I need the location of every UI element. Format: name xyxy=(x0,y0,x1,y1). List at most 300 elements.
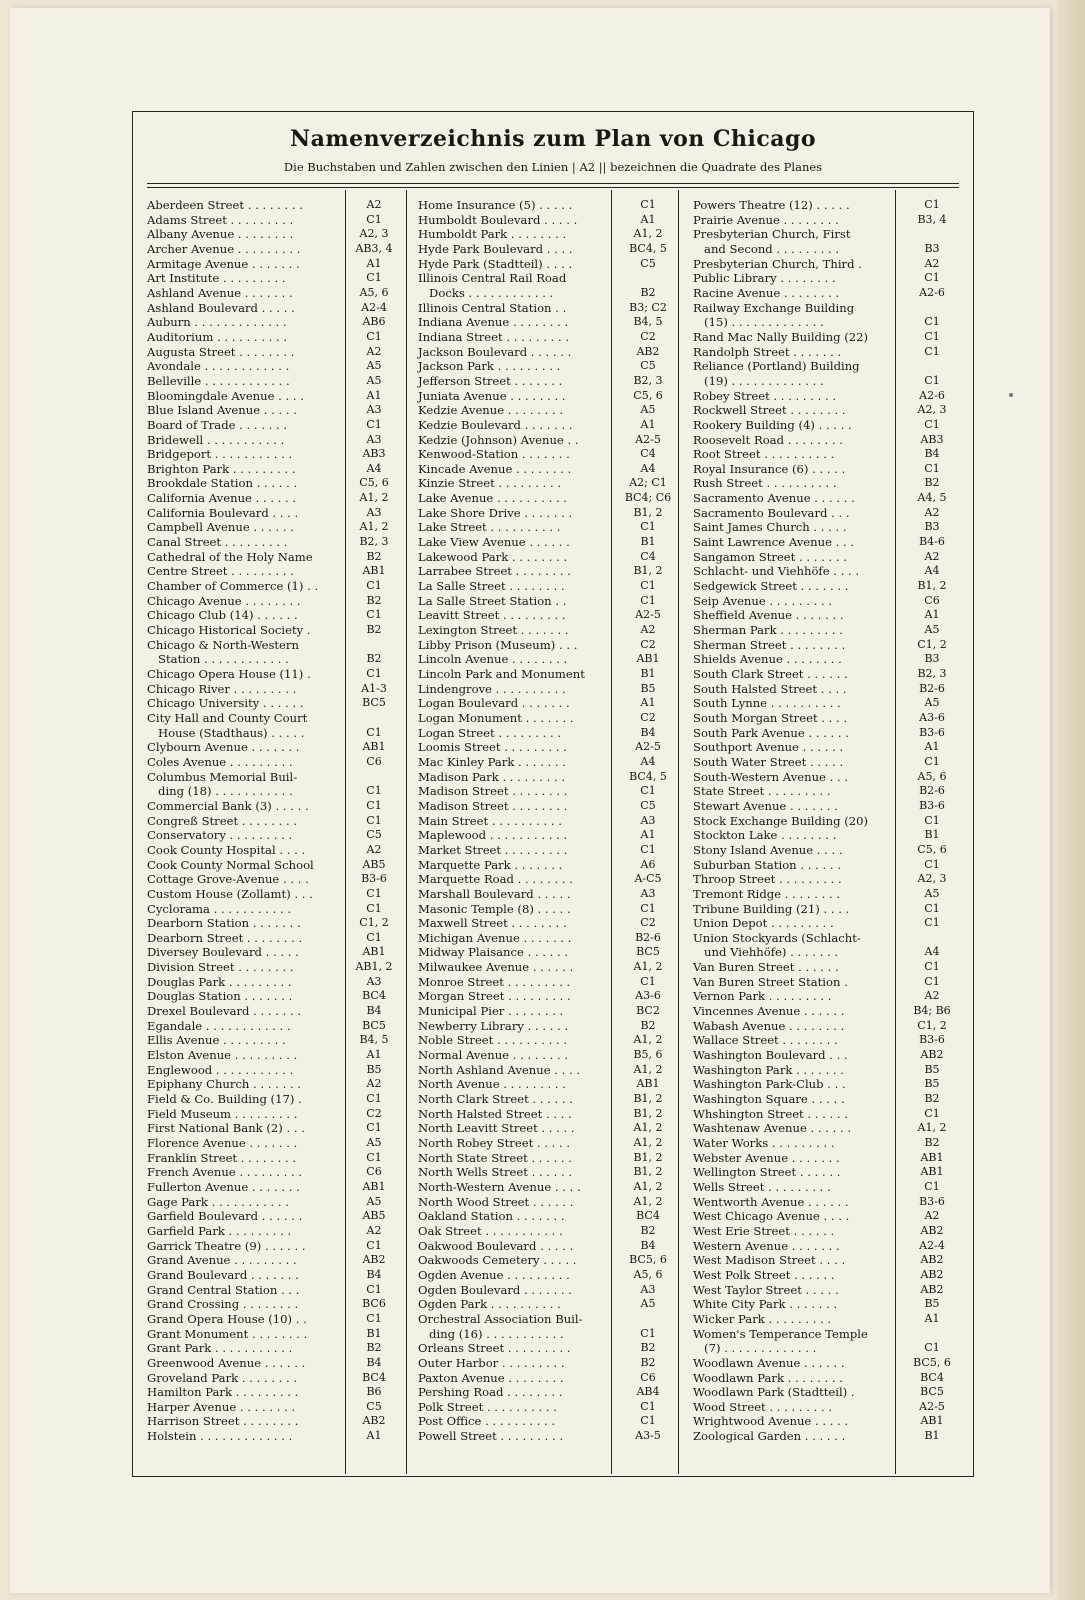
index-entry xyxy=(691,975,963,990)
entry-grid-code: C1 xyxy=(924,1341,940,1355)
index-entry xyxy=(416,227,678,242)
paper-spot xyxy=(1009,393,1013,397)
index-entry xyxy=(416,1341,678,1356)
index-entry xyxy=(416,271,678,286)
entry-grid-code: AB2 xyxy=(636,344,660,358)
entry-name: Grand Central Station . . . xyxy=(147,1282,300,1297)
entry-grid-code: B2, 3 xyxy=(359,535,389,549)
entry-grid-code: B1, 2 xyxy=(633,505,663,519)
entry-grid-code: B5 xyxy=(924,1077,940,1091)
entry-grid-code: B4, 5 xyxy=(633,315,663,329)
entry-grid-code: B1, 2 xyxy=(917,579,947,593)
index-entry xyxy=(416,902,678,917)
entry-name: Wicker Park . . . . . . . . . xyxy=(693,1311,832,1326)
entry-grid-code: B3-6 xyxy=(919,1033,945,1047)
index-entry xyxy=(691,403,963,418)
entry-name: Oakwood Boulevard . . . . . xyxy=(418,1238,574,1253)
entry-name: Washington Boulevard . . . xyxy=(693,1048,848,1063)
entry-grid-code: A1 xyxy=(366,388,382,402)
entry-grid-code: BC4; C6 xyxy=(624,491,672,505)
index-entry xyxy=(691,1429,963,1444)
entry-name: West Chicago Avenue . . . . xyxy=(693,1209,850,1224)
entry-grid-code: A1, 2 xyxy=(633,1033,663,1047)
entry-name: Wallace Street . . . . . . . . xyxy=(693,1033,838,1048)
entry-name: Chicago University . . . . . . xyxy=(147,696,304,711)
index-entry xyxy=(416,1033,678,1048)
entry-grid-code: A1 xyxy=(640,417,656,431)
entry-name: Cathedral of the Holy Name xyxy=(147,549,313,564)
entry-name: Avondale . . . . . . . . . . . . xyxy=(147,359,290,374)
entry-grid-code: A1 xyxy=(366,256,382,270)
index-entry xyxy=(691,799,963,814)
entry-grid-code: A5 xyxy=(924,623,940,637)
index-entry xyxy=(145,608,403,623)
entry-grid-code: A5 xyxy=(366,359,382,373)
index-entry xyxy=(691,828,963,843)
entry-name: Stony Island Avenue . . . . xyxy=(693,842,843,857)
entry-name: Bridewell . . . . . . . . . . . xyxy=(147,432,285,447)
entry-grid-code: C1 xyxy=(924,901,940,915)
entry-name: Shields Avenue . . . . . . . . xyxy=(693,652,842,667)
entry-name: Lakewood Park . . . . . . . . xyxy=(418,549,568,564)
index-entry xyxy=(145,1429,403,1444)
index-entry xyxy=(416,755,678,770)
entry-name: City Hall and County Court xyxy=(147,710,308,725)
index-entry xyxy=(145,1180,403,1195)
entry-grid-code: B1 xyxy=(640,535,656,549)
index-entry xyxy=(416,858,678,873)
entry-grid-code: A2, 3 xyxy=(917,872,947,886)
index-entry xyxy=(691,1019,963,1034)
index-entry xyxy=(416,1400,678,1415)
index-entry xyxy=(416,198,678,213)
entry-name: Sangamon Street . . . . . . . xyxy=(693,549,847,564)
entry-name: Field & Co. Building (17) . xyxy=(147,1092,302,1107)
entry-name: Ogden Avenue . . . . . . . . . xyxy=(418,1267,570,1282)
index-entry xyxy=(416,462,678,477)
entry-name: and Second . . . . . . . . . xyxy=(693,241,840,256)
entry-grid-code: C1 xyxy=(924,1179,940,1193)
entry-name: Milwaukee Avenue . . . . . . xyxy=(418,960,574,975)
index-entry xyxy=(145,330,403,345)
index-entry xyxy=(691,770,963,785)
entry-name: Racine Avenue . . . . . . . . xyxy=(693,285,840,300)
index-entry xyxy=(416,433,678,448)
entry-name: Marquette Road . . . . . . . . xyxy=(418,872,573,887)
index-entry xyxy=(145,872,403,887)
entry-grid-code: C1 xyxy=(366,1092,382,1106)
entry-grid-code: BC5 xyxy=(920,1385,944,1399)
index-entry xyxy=(145,770,403,785)
entry-grid-code: B4 xyxy=(640,1238,656,1252)
entry-grid-code: A2 xyxy=(640,623,656,637)
index-entry xyxy=(416,418,678,433)
entry-grid-code: AB2 xyxy=(920,1048,944,1062)
entry-grid-code: B4-6 xyxy=(919,535,945,549)
index-entry xyxy=(145,1224,403,1239)
entry-grid-code: B2 xyxy=(366,549,382,563)
entry-name: Jefferson Street . . . . . . . xyxy=(418,373,563,388)
entry-grid-code: C1 xyxy=(366,813,382,827)
index-entry xyxy=(416,623,678,638)
entry-name: Adams Street . . . . . . . . . xyxy=(147,212,294,227)
entry-grid-code: B2 xyxy=(366,1341,382,1355)
entry-name: Harper Avenue . . . . . . . . xyxy=(147,1399,296,1414)
entry-name: Ogden Boulevard . . . . . . . xyxy=(418,1282,572,1297)
index-entry xyxy=(145,1312,403,1327)
entry-grid-code: B1 xyxy=(366,1326,382,1340)
entry-name: Indiana Avenue . . . . . . . . xyxy=(418,315,569,330)
entry-name: Conservatory . . . . . . . . . xyxy=(147,828,293,843)
entry-name: Chicago Opera House (11) . xyxy=(147,667,311,681)
entry-grid-code: B4 xyxy=(366,1267,382,1281)
entry-grid-code: AB2 xyxy=(920,1282,944,1296)
entry-name: Douglas Station . . . . . . . xyxy=(147,989,293,1004)
index-entry xyxy=(145,1048,403,1063)
entry-name: La Salle Street . . . . . . . . xyxy=(418,579,565,594)
index-entry xyxy=(145,1121,403,1136)
entry-grid-code: A2-4 xyxy=(361,300,387,314)
entry-name: French Avenue . . . . . . . . . xyxy=(147,1165,303,1180)
index-entry xyxy=(145,213,403,228)
entry-name: Board of Trade . . . . . . . xyxy=(147,417,288,432)
index-entry xyxy=(691,286,963,301)
entry-name: Grand Avenue . . . . . . . . . xyxy=(147,1253,297,1268)
entry-grid-code: B2 xyxy=(640,285,656,299)
index-entry xyxy=(145,843,403,858)
entry-grid-code: C1 xyxy=(924,344,940,358)
entry-name: Ashland Avenue . . . . . . . xyxy=(147,285,293,300)
index-entry xyxy=(416,550,678,565)
entry-grid-code: C5 xyxy=(640,359,656,373)
entry-name: Noble Street . . . . . . . . . . xyxy=(418,1033,568,1048)
entry-name: Douglas Park . . . . . . . . . xyxy=(147,974,292,989)
entry-name: North Clark Street . . . . . . xyxy=(418,1092,573,1107)
index-entry xyxy=(691,257,963,272)
index-entry xyxy=(416,301,678,316)
index-entry xyxy=(691,491,963,506)
index-entry xyxy=(416,257,678,272)
index-entry xyxy=(145,1385,403,1400)
entry-name: Southport Avenue . . . . . . xyxy=(693,740,844,755)
entry-name: Chicago River . . . . . . . . . xyxy=(147,681,297,696)
index-entry xyxy=(691,1048,963,1063)
index-entry xyxy=(416,1180,678,1195)
entry-grid-code: A1, 2 xyxy=(633,960,663,974)
entry-grid-code: A1 xyxy=(366,1048,382,1062)
entry-grid-code: C6 xyxy=(640,1370,656,1384)
entry-name: West Polk Street . . . . . . xyxy=(693,1267,835,1282)
index-entry xyxy=(691,623,963,638)
entry-grid-code: C1 xyxy=(366,930,382,944)
index-entry xyxy=(691,447,963,462)
index-entry xyxy=(145,594,403,609)
index-entry xyxy=(691,682,963,697)
entry-name: West Erie Street . . . . . . xyxy=(693,1223,835,1238)
index-entry xyxy=(416,1356,678,1371)
index-entry xyxy=(145,931,403,946)
entry-grid-code: A2 xyxy=(924,505,940,519)
index-entry xyxy=(416,1312,678,1327)
entry-grid-code: B3, 4 xyxy=(917,212,947,226)
entry-name: Lake Shore Drive . . . . . . . xyxy=(418,505,573,520)
index-entry xyxy=(691,887,963,902)
entry-name: Chicago Historical Society . xyxy=(147,623,311,638)
index-entry xyxy=(691,916,963,931)
entry-name: Indiana Street . . . . . . . . . xyxy=(418,329,570,344)
index-entry xyxy=(145,1414,403,1429)
entry-grid-code: B2 xyxy=(924,476,940,490)
entry-name: Union Stockyards (Schlacht- xyxy=(693,930,861,945)
entry-grid-code: C4 xyxy=(640,549,656,563)
entry-name: Egandale . . . . . . . . . . . . xyxy=(147,1018,291,1033)
entry-grid-code: AB5 xyxy=(362,857,386,871)
entry-name: Root Street . . . . . . . . . . xyxy=(693,447,835,462)
entry-grid-code: C1 xyxy=(924,417,940,431)
index-entry xyxy=(416,330,678,345)
entry-grid-code: A3-6 xyxy=(635,989,661,1003)
entry-grid-code: A2 xyxy=(366,344,382,358)
entry-name: Belleville . . . . . . . . . . . . xyxy=(147,373,290,388)
index-entry xyxy=(416,1077,678,1092)
index-entry xyxy=(691,945,963,960)
index-entry xyxy=(416,1004,678,1019)
entry-grid-code: A2, 3 xyxy=(359,227,389,241)
entry-grid-code: BC5, 6 xyxy=(913,1355,951,1369)
index-entry xyxy=(416,1327,678,1342)
entry-grid-code: C1 xyxy=(924,1106,940,1120)
entry-grid-code: A4, 5 xyxy=(917,491,947,505)
index-entry xyxy=(416,564,678,579)
index-entry xyxy=(416,1224,678,1239)
entry-grid-code: A5 xyxy=(924,696,940,710)
index-entry xyxy=(691,433,963,448)
index-entry xyxy=(145,315,403,330)
entry-grid-code: C1 xyxy=(366,1121,382,1135)
entry-name: Madison Street . . . . . . . . xyxy=(418,798,568,813)
index-entry xyxy=(145,242,403,257)
entry-name: South Park Avenue . . . . . . xyxy=(693,725,849,740)
index-entry xyxy=(416,1371,678,1386)
index-entry xyxy=(691,1224,963,1239)
entry-name: Bloomingdale Avenue . . . . xyxy=(147,388,304,403)
index-entry xyxy=(145,1283,403,1298)
index-entry xyxy=(416,476,678,491)
entry-grid-code: A5, 6 xyxy=(633,1267,663,1281)
entry-name: Brighton Park . . . . . . . . . xyxy=(147,461,296,476)
index-entry xyxy=(691,1414,963,1429)
entry-name: Water Works . . . . . . . . . xyxy=(693,1136,835,1150)
entry-name: Prairie Avenue . . . . . . . . xyxy=(693,212,839,227)
index-entry xyxy=(145,1400,403,1415)
index-entry xyxy=(416,799,678,814)
entry-grid-code: B3-6 xyxy=(919,725,945,739)
entry-grid-code: C5 xyxy=(640,798,656,812)
entry-name: Elston Avenue . . . . . . . . . xyxy=(147,1048,298,1063)
entry-grid-code: C5 xyxy=(366,828,382,842)
index-entry xyxy=(145,1107,403,1122)
entry-name: Chamber of Commerce (1) . . xyxy=(147,579,319,594)
entry-name: Kincade Avenue . . . . . . . . xyxy=(418,461,572,476)
entry-grid-code: C2 xyxy=(640,637,656,651)
index-entry xyxy=(691,506,963,521)
entry-name: Centre Street . . . . . . . . . xyxy=(147,564,294,579)
entry-name: Kedzie (Johnson) Avenue . . xyxy=(418,432,579,447)
entry-name: Royal Insurance (6) . . . . . xyxy=(693,461,846,476)
entry-name: Lindengrove . . . . . . . . . . xyxy=(418,681,566,696)
entry-name: Juniata Avenue . . . . . . . . xyxy=(418,388,566,403)
entry-grid-code: AB5 xyxy=(362,1209,386,1223)
entry-name: Rookery Building (4) . . . . . xyxy=(693,417,852,432)
entry-grid-code: A5, 6 xyxy=(359,285,389,299)
entry-grid-code: A2 xyxy=(366,1077,382,1091)
entry-name: Morgan Street . . . . . . . . . xyxy=(418,989,571,1004)
index-entry xyxy=(416,345,678,360)
entry-name: South Morgan Street . . . . xyxy=(693,710,848,725)
index-entry xyxy=(145,271,403,286)
entry-name: Schlacht- und Viehhöfe . . . . xyxy=(693,564,860,579)
entry-name: Commercial Bank (3) . . . . . xyxy=(147,798,309,813)
index-entry xyxy=(145,359,403,374)
entry-name: Home Insurance (5) . . . . . xyxy=(418,198,573,212)
entry-name: Municipal Pier . . . . . . . . xyxy=(418,1004,564,1019)
entry-grid-code: B1, 2 xyxy=(633,1150,663,1164)
entry-name: First National Bank (2) . . . xyxy=(147,1121,305,1136)
index-entry xyxy=(691,1253,963,1268)
entry-grid-code: C1 xyxy=(366,271,382,285)
index-entry xyxy=(145,476,403,491)
entry-name: Paxton Avenue . . . . . . . . xyxy=(418,1370,564,1385)
index-column-2 xyxy=(416,198,678,1444)
entry-grid-code: A2 xyxy=(366,198,382,211)
entry-grid-code: C1 xyxy=(924,813,940,827)
entry-grid-code: C1 xyxy=(366,212,382,226)
index-entry xyxy=(691,1004,963,1019)
entry-name: Outer Harbor . . . . . . . . . xyxy=(418,1355,565,1370)
entry-name: Randolph Street . . . . . . . xyxy=(693,344,842,359)
entry-name: Grand Crossing . . . . . . . . xyxy=(147,1297,299,1312)
entry-name: South Lynne . . . . . . . . . . xyxy=(693,696,841,711)
entry-grid-code: B1, 2 xyxy=(633,1106,663,1120)
index-entry xyxy=(416,667,678,682)
entry-name: Rush Street . . . . . . . . . . xyxy=(693,476,837,491)
entry-grid-code: B4, 5 xyxy=(359,1033,389,1047)
entry-name: Washington Square . . . . . xyxy=(693,1092,845,1107)
entry-grid-code: C2 xyxy=(366,1106,382,1120)
entry-grid-code: C2 xyxy=(640,710,656,724)
entry-name: Grant Park . . . . . . . . . . . xyxy=(147,1341,293,1356)
entry-grid-code: C1 xyxy=(924,960,940,974)
entry-name: Illinois Central Rail Road xyxy=(418,271,567,286)
entry-name: Oakwoods Cemetery . . . . . xyxy=(418,1253,577,1268)
entry-grid-code: A1, 2 xyxy=(359,520,389,534)
index-entry xyxy=(145,799,403,814)
entry-name: Sacramento Boulevard . . . xyxy=(693,505,850,520)
entry-name: Washington Park-Club . . . xyxy=(693,1077,846,1092)
entry-grid-code: B1 xyxy=(924,828,940,842)
entry-name: Grant Monument . . . . . . . . xyxy=(147,1326,308,1341)
entry-name: Van Buren Street . . . . . . xyxy=(693,960,839,975)
entry-grid-code: B5, 6 xyxy=(633,1048,663,1062)
index-entry xyxy=(691,1180,963,1195)
entry-grid-code: B1 xyxy=(924,1429,940,1443)
entry-grid-code: B2 xyxy=(366,623,382,637)
entry-grid-code: B3-6 xyxy=(919,1194,945,1208)
entry-grid-code: A4 xyxy=(640,754,656,768)
index-entry xyxy=(416,1092,678,1107)
entry-name: Powers Theatre (12) . . . . . xyxy=(693,198,850,212)
index-entry xyxy=(416,945,678,960)
entry-grid-code: BC4 xyxy=(920,1370,944,1384)
entry-grid-code: AB1 xyxy=(362,945,386,959)
index-entry xyxy=(145,814,403,829)
index-entry xyxy=(416,315,678,330)
entry-name: California Boulevard . . . . xyxy=(147,505,299,520)
entry-name: Loomis Street . . . . . . . . . xyxy=(418,740,567,755)
index-entry xyxy=(691,1195,963,1210)
index-entry xyxy=(691,1341,963,1356)
index-entry xyxy=(416,447,678,462)
index-entry xyxy=(145,286,403,301)
index-entry xyxy=(145,638,403,653)
index-entry xyxy=(416,579,678,594)
entry-name: Tribune Building (21) . . . . xyxy=(693,901,850,916)
entry-grid-code: C1, 2 xyxy=(359,916,389,930)
page-title: Namenverzeichnis zum Plan von Chicago xyxy=(289,126,817,152)
entry-name: Masonic Temple (8) . . . . . xyxy=(418,901,571,916)
entry-grid-code: C1 xyxy=(366,608,382,622)
index-frame xyxy=(132,111,974,1477)
entry-grid-code: AB1 xyxy=(362,740,386,754)
entry-grid-code: AB1 xyxy=(920,1165,944,1179)
entry-name: Columbus Memorial Buil- xyxy=(147,769,298,784)
entry-name: Orleans Street . . . . . . . . . xyxy=(418,1341,571,1356)
entry-name: Division Street . . . . . . . . xyxy=(147,960,294,975)
entry-grid-code: A4 xyxy=(366,461,382,475)
index-entry xyxy=(691,418,963,433)
index-entry xyxy=(691,1268,963,1283)
entry-name: Reliance (Portland) Building xyxy=(693,359,860,374)
index-entry xyxy=(691,858,963,873)
entry-name: Greenwood Avenue . . . . . . xyxy=(147,1355,306,1370)
entry-grid-code: A4 xyxy=(924,945,940,959)
entry-name: Gage Park . . . . . . . . . . . xyxy=(147,1194,289,1209)
entry-grid-code: AB4 xyxy=(636,1385,660,1399)
entry-name: Presbyterian Church, First xyxy=(693,227,851,242)
entry-grid-code: B5 xyxy=(924,1062,940,1076)
index-entry xyxy=(145,652,403,667)
entry-grid-code: A2 xyxy=(924,989,940,1003)
entry-grid-code: BC4 xyxy=(362,989,386,1003)
entry-name: Aberdeen Street . . . . . . . . xyxy=(147,198,303,212)
entry-grid-code: B4 xyxy=(366,1004,382,1018)
entry-grid-code: C1 xyxy=(640,901,656,915)
index-entry xyxy=(145,828,403,843)
index-entry xyxy=(691,1327,963,1342)
index-entry xyxy=(691,564,963,579)
column-divider xyxy=(678,190,679,1474)
entry-grid-code: BC6 xyxy=(362,1297,386,1311)
entry-grid-code: AB1 xyxy=(362,564,386,578)
entry-name: Lake View Avenue . . . . . . xyxy=(418,535,570,550)
entry-grid-code: B5 xyxy=(640,681,656,695)
index-entry xyxy=(416,1268,678,1283)
entry-grid-code: A5 xyxy=(366,1136,382,1149)
entry-name: Vincennes Avenue . . . . . . xyxy=(693,1004,845,1019)
entry-grid-code: B5 xyxy=(924,1297,940,1311)
entry-grid-code: A1 xyxy=(640,212,656,226)
entry-name: Kedzie Avenue . . . . . . . . xyxy=(418,403,564,418)
